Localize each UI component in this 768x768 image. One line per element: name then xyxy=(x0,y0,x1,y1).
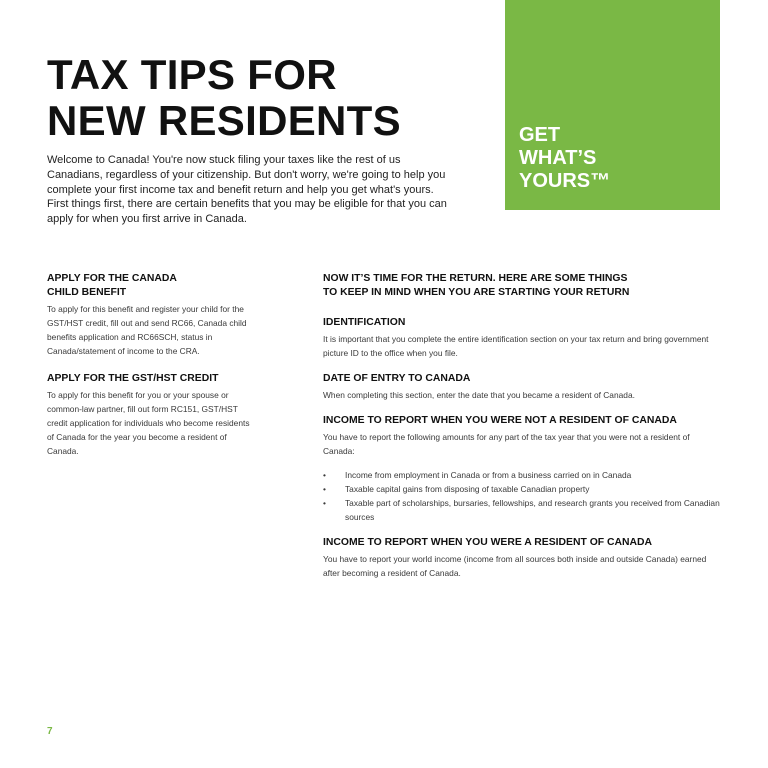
section-body: It is important that you complete the entire identification section on your tax return and bring government picture ID to the office when you file. xyxy=(323,334,709,358)
section-return-intro xyxy=(323,272,723,300)
intro-paragraph: Welcome to Canada! You're now stuck filing your taxes like the rest of us Canadians, regardless of your citizenship. But don't worry, we're going to help you complete your first income tax and benefit return and help you get what's yours. First things first, there are certain benefits that you may be eligible for that you can apply for when you first arrive in Canada. xyxy=(47,154,447,226)
list-item-text: Income from employment in Canada or from a business carried on in Canada xyxy=(345,470,632,480)
section-gst-hst-credit xyxy=(47,372,257,458)
section-heading: INCOME TO REPORT WHEN YOU WERE A RESIDENT OF CANADA xyxy=(323,537,653,548)
list-item-text: Taxable part of scholarships, bursaries, fellowships, and research grants you received from Canadian sources xyxy=(345,498,720,522)
list-item xyxy=(323,482,723,496)
section-heading: INCOME TO REPORT WHEN YOU WERE NOT A RESIDENT OF CANADA xyxy=(323,415,677,426)
page-number: 7 xyxy=(47,726,53,737)
section-heading: IDENTIFICATION xyxy=(323,317,406,328)
right-column xyxy=(323,272,723,592)
heading-line: APPLY FOR THE CANADA xyxy=(47,273,177,284)
list-item xyxy=(323,468,723,482)
list-item xyxy=(323,496,723,524)
heading-line: APPLY FOR THE GST/HST CREDIT xyxy=(47,373,219,384)
section-income-resident xyxy=(323,536,723,580)
heading-line: NOW IT’S TIME FOR THE RETURN. HERE ARE SOME THINGS xyxy=(323,273,628,284)
tagline-line: GET xyxy=(519,124,561,146)
title-line: NEW RESIDENTS xyxy=(47,97,401,144)
section-body: When completing this section, enter the date that you became a resident of Canada. xyxy=(323,390,635,400)
section-date-of-entry xyxy=(323,372,723,402)
bullet-icon: • xyxy=(323,498,326,508)
section-body: To apply for this benefit and register your child for the GST/HST credit, fill out and send RC66, Canada child benefits application and RC66SCH, status in Canada/statement of income to the CRA. xyxy=(47,304,247,356)
section-heading xyxy=(47,272,257,300)
heading-line: CHILD BENEFIT xyxy=(47,287,127,298)
section-body: To apply for this benefit for you or your spouse or common-law partner, fill out form RC151, GST/HST credit application for individuals who become residents of Canada for the year you become a resident of Canada. xyxy=(47,390,250,456)
brand-tagline xyxy=(519,124,610,193)
bullet-icon: • xyxy=(323,484,326,494)
tagline-line: YOURS™ xyxy=(519,170,611,192)
bullet-icon: • xyxy=(323,470,326,480)
section-canada-child-benefit xyxy=(47,272,257,358)
left-column xyxy=(47,272,257,472)
section-heading xyxy=(323,272,723,300)
section-body: You have to report your world income (income from all sources both inside and outside Canada) earned after becoming a resident of Canada. xyxy=(323,554,707,578)
section-income-non-resident xyxy=(323,414,723,524)
section-body: You have to report the following amounts for any part of the tax year that you were not a resident of Canada: xyxy=(323,432,690,456)
brand-tag-box xyxy=(505,0,720,210)
section-identification xyxy=(323,316,723,360)
tagline-line: WHAT’S xyxy=(519,147,597,169)
page-title xyxy=(47,52,401,144)
section-heading: DATE OF ENTRY TO CANADA xyxy=(323,373,471,384)
section-heading xyxy=(47,372,257,386)
income-bullet-list xyxy=(323,468,723,524)
title-line: TAX TIPS FOR xyxy=(47,51,337,98)
list-item-text: Taxable capital gains from disposing of taxable Canadian property xyxy=(345,484,590,494)
heading-line: TO KEEP IN MIND WHEN YOU ARE STARTING YOUR RETURN xyxy=(323,287,630,298)
